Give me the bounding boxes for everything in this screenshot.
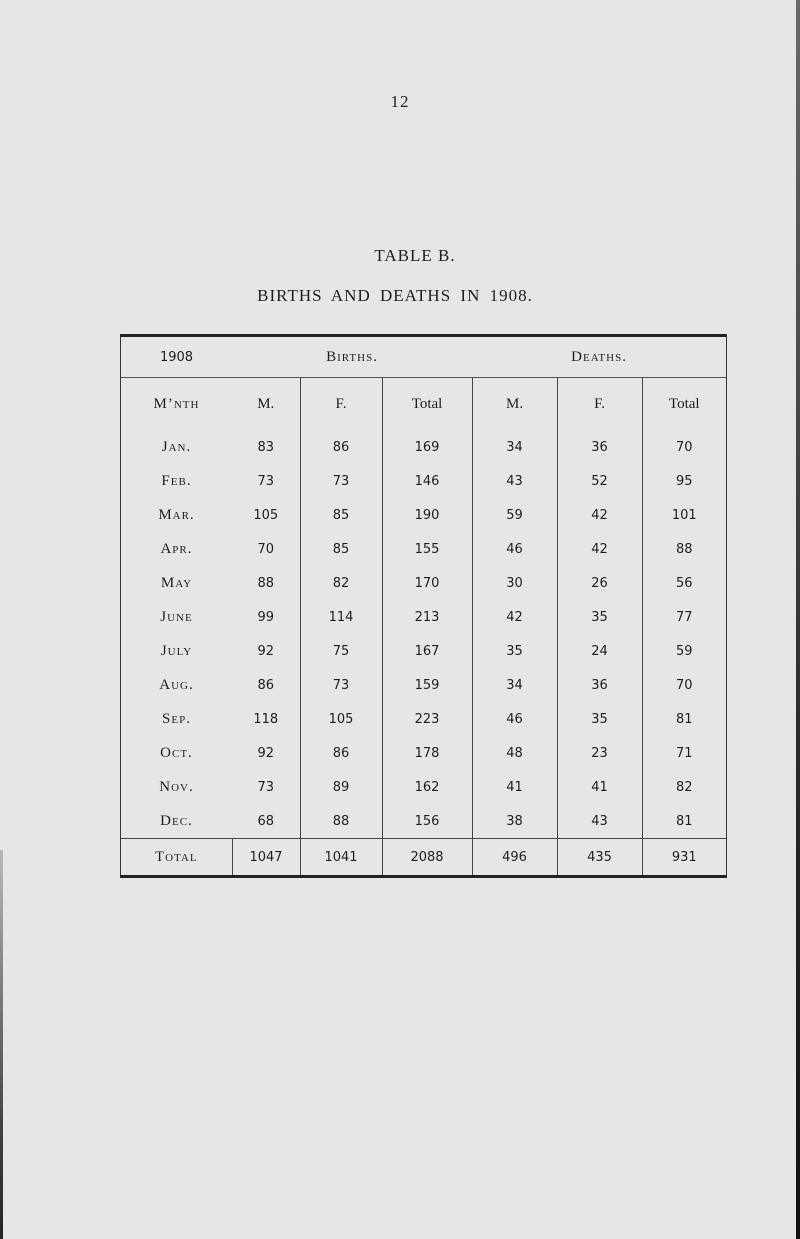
- deaths-f-cell: 35: [557, 600, 642, 634]
- table-row: [121, 668, 726, 702]
- births-m-cell: 105: [253, 507, 279, 523]
- page-edge-shadow: [796, 0, 800, 1239]
- deaths-total-cell: 77: [642, 600, 726, 634]
- deaths-f-cell: 41: [557, 770, 642, 804]
- births-f-cell: 73: [300, 668, 382, 702]
- births-f-cell: 85: [300, 498, 382, 532]
- table-row: [121, 464, 726, 498]
- births-f-cell: 88: [300, 804, 382, 839]
- births-m-cell: 86: [257, 677, 275, 693]
- table-row: [121, 770, 726, 804]
- births-m-total-cell: 1047: [232, 839, 300, 876]
- table-row: [121, 634, 726, 668]
- births-m-cell: 88: [257, 575, 275, 591]
- births-m-cell: 99: [257, 609, 275, 625]
- deaths-f-cell: 43: [557, 804, 642, 839]
- deaths-total-cell: 82: [642, 770, 726, 804]
- births-total-cell: 190: [382, 498, 472, 532]
- births-total-cell: 169: [382, 430, 472, 464]
- deaths-f-cell: 36: [557, 668, 642, 702]
- table-row: [121, 600, 726, 634]
- table-subtitle: BIRTHS AND DEATHS IN 1908.: [257, 286, 533, 305]
- deaths-m-cell: 41: [472, 770, 557, 804]
- deaths-m-cell: 46: [472, 532, 557, 566]
- deaths-m-cell: 38: [472, 804, 557, 839]
- births-m-cell: 68: [257, 813, 275, 829]
- births-total-cell: 156: [382, 804, 472, 839]
- deaths-m-cell: 59: [472, 498, 557, 532]
- deaths-m-cell: 35: [472, 634, 557, 668]
- deaths-total-cell: 81: [642, 804, 726, 839]
- deaths-f-cell: 35: [557, 702, 642, 736]
- deaths-m-cell: 30: [472, 566, 557, 600]
- deaths-m-cell: 43: [472, 464, 557, 498]
- deaths-grand-total-cell: 931: [642, 839, 726, 876]
- column-header-births-f: F.: [300, 378, 382, 431]
- total-label-cell: Total: [121, 839, 232, 876]
- table-row: [121, 430, 726, 464]
- births-m-cell: 92: [257, 745, 275, 761]
- table-group-header-row: [121, 337, 726, 378]
- deaths-total-cell: 70: [642, 668, 726, 702]
- table-row: [121, 566, 726, 600]
- deaths-f-cell: 23: [557, 736, 642, 770]
- births-group-header: Births.: [232, 337, 472, 378]
- deaths-group-header: Deaths.: [472, 337, 726, 378]
- column-header-births-m: M.: [257, 395, 275, 412]
- deaths-total-cell: 88: [642, 532, 726, 566]
- month-cell: Nov.: [159, 778, 194, 795]
- column-header-deaths-total: Total: [642, 378, 726, 431]
- deaths-total-cell: 81: [642, 702, 726, 736]
- month-cell: July: [160, 642, 193, 659]
- deaths-m-cell: 42: [472, 600, 557, 634]
- table-row: [121, 736, 726, 770]
- month-cell: Mar.: [158, 506, 195, 523]
- column-header-month: M’nth: [153, 395, 200, 412]
- deaths-m-total-cell: 496: [472, 839, 557, 876]
- births-total-cell: 223: [382, 702, 472, 736]
- births-f-cell: 86: [300, 430, 382, 464]
- month-cell: May: [160, 574, 193, 591]
- births-total-cell: 159: [382, 668, 472, 702]
- births-total-cell: 178: [382, 736, 472, 770]
- births-total-cell: 170: [382, 566, 472, 600]
- table-row: [121, 702, 726, 736]
- deaths-f-cell: 36: [557, 430, 642, 464]
- deaths-total-cell: 56: [642, 566, 726, 600]
- births-f-total-cell: 1041: [300, 839, 382, 876]
- column-header-deaths-f: F.: [557, 378, 642, 431]
- table-row: [121, 498, 726, 532]
- births-f-cell: 75: [300, 634, 382, 668]
- births-m-cell: 92: [257, 643, 275, 659]
- month-cell: Sep.: [162, 710, 191, 727]
- page-number: 12: [390, 92, 410, 111]
- deaths-total-cell: 101: [642, 498, 726, 532]
- deaths-m-cell: 34: [472, 668, 557, 702]
- month-cell: Apr.: [160, 540, 193, 557]
- births-m-cell: 73: [257, 473, 275, 489]
- births-deaths-table: [120, 334, 727, 878]
- births-f-cell: 86: [300, 736, 382, 770]
- births-f-cell: 85: [300, 532, 382, 566]
- births-m-cell: 70: [257, 541, 275, 557]
- month-cell: Jan.: [161, 438, 192, 455]
- births-f-cell: 82: [300, 566, 382, 600]
- table-row: [121, 532, 726, 566]
- table-title: TABLE B.: [374, 246, 456, 265]
- month-cell: Dec.: [160, 812, 193, 829]
- deaths-f-cell: 42: [557, 498, 642, 532]
- page-edge-shadow-left: [0, 850, 3, 1239]
- deaths-m-cell: 48: [472, 736, 557, 770]
- births-m-cell: 73: [257, 779, 275, 795]
- deaths-f-cell: 24: [557, 634, 642, 668]
- births-f-cell: 105: [300, 702, 382, 736]
- deaths-total-cell: 95: [642, 464, 726, 498]
- month-cell: June: [160, 608, 193, 625]
- deaths-f-total-cell: 435: [557, 839, 642, 876]
- births-total-cell: 167: [382, 634, 472, 668]
- year-header: 1908: [121, 337, 232, 378]
- deaths-total-cell: 71: [642, 736, 726, 770]
- table-row: [121, 804, 726, 839]
- table-total-row: [121, 839, 726, 876]
- deaths-total-cell: 59: [642, 634, 726, 668]
- deaths-f-cell: 42: [557, 532, 642, 566]
- births-total-cell: 162: [382, 770, 472, 804]
- column-header-births-total: Total: [382, 378, 472, 431]
- births-total-cell: 146: [382, 464, 472, 498]
- births-m-cell: 83: [257, 439, 275, 455]
- column-header-deaths-m: M.: [472, 378, 557, 431]
- month-cell: Feb.: [161, 472, 192, 489]
- births-m-cell: 118: [253, 711, 279, 727]
- births-f-cell: 73: [300, 464, 382, 498]
- births-total-cell: 155: [382, 532, 472, 566]
- deaths-m-cell: 34: [472, 430, 557, 464]
- deaths-f-cell: 26: [557, 566, 642, 600]
- births-grand-total-cell: 2088: [382, 839, 472, 876]
- deaths-f-cell: 52: [557, 464, 642, 498]
- month-cell: Aug.: [159, 676, 194, 693]
- births-f-cell: 114: [300, 600, 382, 634]
- births-f-cell: 89: [300, 770, 382, 804]
- deaths-m-cell: 46: [472, 702, 557, 736]
- deaths-total-cell: 70: [642, 430, 726, 464]
- month-cell: Oct.: [160, 744, 193, 761]
- births-total-cell: 213: [382, 600, 472, 634]
- table-column-header-row: [121, 378, 726, 431]
